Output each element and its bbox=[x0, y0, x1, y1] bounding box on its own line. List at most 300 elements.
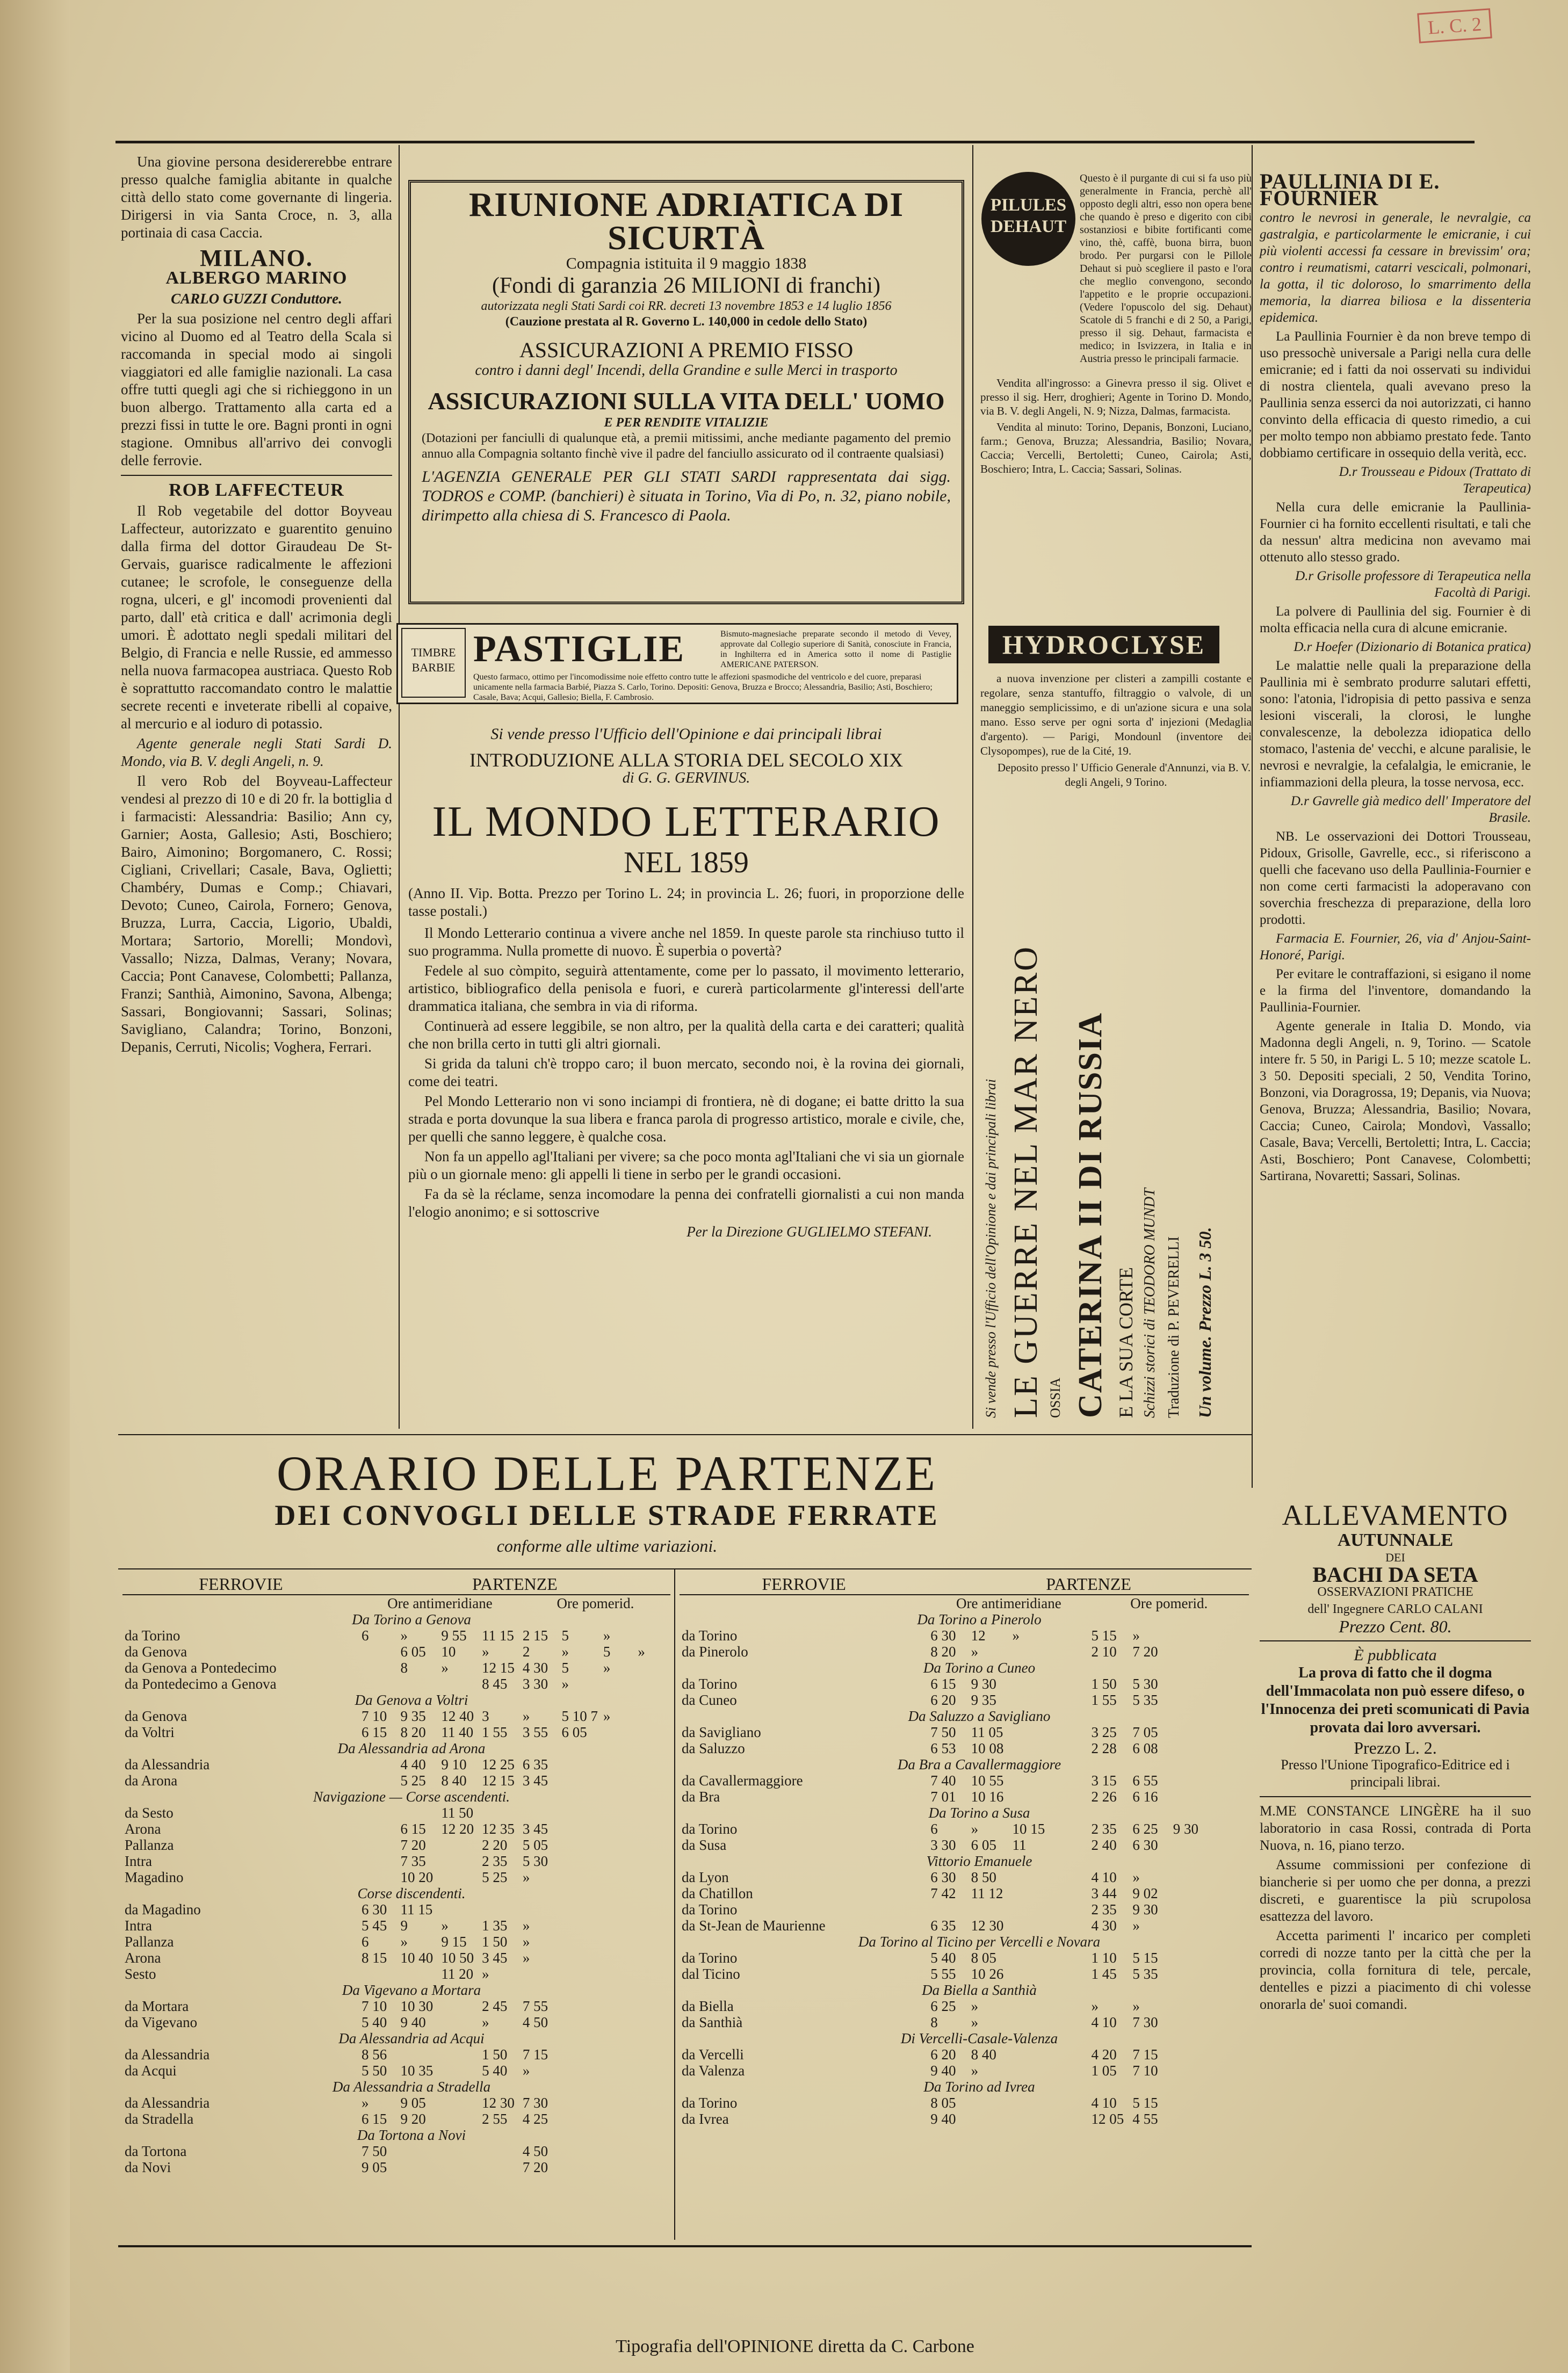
timetable-row bbox=[680, 1901, 1249, 1918]
bachi-prezzo: Prezzo Cent. 80. bbox=[1339, 1617, 1452, 1636]
departure-time bbox=[1211, 2014, 1249, 2030]
departure-time: » bbox=[400, 1627, 408, 1644]
departure-time: » bbox=[522, 1918, 530, 1934]
departure-time: 3 bbox=[482, 1708, 489, 1724]
departure-time: 11 50 bbox=[441, 1805, 474, 1821]
departure-time: » bbox=[441, 1918, 449, 1934]
departure-time: 11 20 bbox=[441, 1966, 474, 1982]
departure-time: 7 30 bbox=[1132, 2014, 1158, 2030]
departure-time bbox=[601, 2143, 636, 2159]
departure-time bbox=[1010, 2046, 1052, 2063]
departure-time: 7 01 bbox=[930, 1789, 956, 1805]
departure-time bbox=[559, 2159, 601, 2175]
dehaut-vendita bbox=[980, 376, 1252, 478]
departure-time: » bbox=[638, 1644, 645, 1660]
mondo-p6: Non fa un appello agl'Italiani per vivere; sa che poco monta agl'Italiani che vi sia un giornale più o un giornale meno: gli appelli li tiene in serbo per le grandi occasioni. bbox=[408, 1148, 964, 1182]
mondo-title: IL MONDO LETTERARIO bbox=[432, 798, 941, 845]
departure-time bbox=[1051, 1676, 1089, 1692]
departure-time: 2 55 bbox=[482, 2111, 508, 2127]
orario-divider bbox=[674, 1568, 675, 2240]
timetable-row bbox=[680, 1692, 1249, 1708]
departure-time: 5 50 bbox=[361, 2063, 387, 2079]
departure-time bbox=[1051, 2014, 1089, 2030]
paullinia-p2: La Paullinia Fournier è da non breve tempo di uso pressochè universale a Parigi nella cura delle emicranie; ed i fatti da noi osservati su individui di nostra clientela, quali avevano preso la Paullinia senza esserci da noi autorizzati, ci hanno convinto della efficacia di questo rimedio, a cui per molto tempo non abbiamo prestato fede. Tanto dobbiamo certificare in ossequio della verità, ecc. bbox=[1260, 329, 1531, 460]
departure-time bbox=[928, 1901, 969, 1918]
mondo-p4: Si grida da taluni ch'è troppo caro; il buon mercato, secondo noi, è la rovina dei giornali, come dei teatri. bbox=[408, 1055, 964, 1089]
route-heading: Da Alessandria ad Acqui bbox=[338, 2030, 485, 2046]
timetable-row bbox=[122, 1950, 670, 1966]
departure-time bbox=[601, 1724, 636, 1740]
station-name: da Torino bbox=[682, 1901, 738, 1918]
departure-time bbox=[635, 1901, 670, 1918]
station-name: Intra bbox=[125, 1853, 152, 1869]
departure-time: 8 50 bbox=[971, 1869, 996, 1885]
departure-time bbox=[1171, 1966, 1211, 1982]
departure-time: 3 45 bbox=[522, 1821, 548, 1837]
departure-time bbox=[635, 2143, 670, 2159]
paullinia-p4: La polvere di Paullinia del sig. Fournier è di molta efficacia nella cura di alcune emicranie. bbox=[1260, 604, 1531, 635]
departure-time bbox=[635, 2046, 670, 2063]
departure-time bbox=[1051, 2095, 1089, 2111]
departure-time bbox=[1010, 2111, 1052, 2127]
departure-time: 10 16 bbox=[971, 1789, 1004, 1805]
pastiglie-logo: TIMBRE BARBIE bbox=[401, 628, 466, 698]
departure-time bbox=[359, 1869, 399, 1885]
header-partenze: PARTENZE bbox=[359, 1574, 670, 1595]
departure-time bbox=[1211, 1885, 1249, 1901]
departure-time bbox=[1010, 1772, 1052, 1789]
departure-time: 6 bbox=[361, 1934, 369, 1950]
pastiglie-text-2: Questo farmaco, ottimo per l'incomodissime noie effetto contro tutte le affezioni spasmodiche del ventricolo e del cuore, preparasi unicamente nella farmacia Barbié, Piazza S. Carlo, Torino. Depositi: Genova, Bruzza e Brocco; Alessandria, Basilio; Asti, Boschiero; Casale, Bava; Acqui, Gallesio; Biella, F. Cambrosio. bbox=[473, 672, 933, 702]
departure-time: 5 15 bbox=[1091, 1627, 1117, 1644]
orario-title: ORARIO DELLE PARTENZE bbox=[276, 1446, 938, 1501]
departure-time bbox=[399, 2143, 439, 2159]
departure-time: 2 35 bbox=[1091, 1821, 1117, 1837]
departure-time bbox=[1171, 2046, 1211, 2063]
departure-time: 7 30 bbox=[522, 2095, 548, 2111]
departure-time bbox=[1171, 1837, 1211, 1853]
departure-time: 1 50 bbox=[482, 2046, 508, 2063]
departure-time: 6 25 bbox=[930, 1998, 956, 2014]
riunione-title: RIUNIONE ADRIATICA DI SICURTÀ bbox=[468, 185, 904, 257]
station-name: dal Ticino bbox=[682, 1966, 740, 1982]
timetable-row bbox=[122, 1644, 670, 1660]
departure-time: 9 35 bbox=[400, 1708, 426, 1724]
timetable-row bbox=[122, 1869, 670, 1885]
station-name: Magadino bbox=[125, 1869, 184, 1885]
timetable-row bbox=[680, 2046, 1249, 2063]
header-pomeridiane: Ore pomerid. bbox=[1130, 1595, 1208, 1611]
departure-time bbox=[439, 1998, 480, 2014]
departure-time: » bbox=[522, 1934, 530, 1950]
departure-time bbox=[559, 1869, 601, 1885]
timetable-row bbox=[680, 1918, 1249, 1934]
departure-time bbox=[359, 1756, 399, 1772]
departure-time bbox=[969, 2111, 1010, 2127]
departure-time: 7 35 bbox=[400, 1853, 426, 1869]
departure-time bbox=[439, 1837, 480, 1853]
departure-time: 5 bbox=[561, 1660, 569, 1676]
notice-governante: Una giovine persona desidererebbe entrare presso qualche famiglia abitante in qualche città dello stato come governante di lingeria. Dirigersi in via Santa Croce, n. 3, alla portinaia di casa Caccia. bbox=[121, 154, 392, 241]
departure-time bbox=[1211, 1918, 1249, 1934]
departure-time: 6 55 bbox=[1132, 1772, 1158, 1789]
departure-time bbox=[601, 1901, 636, 1918]
timetable-row bbox=[680, 1950, 1249, 1966]
timetable-row bbox=[122, 2014, 670, 2030]
departure-time: 12 30 bbox=[482, 2095, 515, 2111]
departure-time bbox=[480, 2143, 521, 2159]
departure-time bbox=[439, 1901, 480, 1918]
timetable-row bbox=[122, 2046, 670, 2063]
right-lower-column bbox=[1260, 1499, 1531, 2015]
departure-time bbox=[635, 1966, 670, 1982]
departure-time bbox=[601, 2111, 636, 2127]
paullinia-sig4: D.r Gavrelle già medico dell' Imperatore del Brasile. bbox=[1290, 794, 1531, 825]
departure-time: » bbox=[603, 1660, 611, 1676]
station-name: da Santhià bbox=[682, 2014, 743, 2030]
station-name: da Magadino bbox=[125, 1901, 201, 1918]
departure-time bbox=[1171, 1918, 1211, 1934]
departure-time: 8 40 bbox=[441, 1772, 467, 1789]
vertical-author: Schizzi storici di TEODORO MUNDT bbox=[1141, 1188, 1158, 1418]
departure-time: 11 05 bbox=[971, 1724, 1003, 1740]
departure-time: 7 10 bbox=[1132, 2063, 1158, 2079]
departure-time bbox=[359, 1676, 399, 1692]
timetable-row bbox=[680, 1885, 1249, 1901]
station-name: da Acqui bbox=[125, 2063, 177, 2079]
departure-time bbox=[1211, 2063, 1249, 2079]
departure-time: 4 10 bbox=[1091, 1869, 1117, 1885]
departure-time bbox=[559, 1934, 601, 1950]
departure-time: 6 15 bbox=[361, 1724, 387, 1740]
departure-time bbox=[399, 1676, 439, 1692]
departure-time: 12 35 bbox=[482, 1821, 515, 1837]
riunione-cauzione: (Cauzione prestata al R. Governo L. 140,000 in cedole dello Stato) bbox=[505, 315, 868, 329]
departure-time bbox=[1211, 1837, 1249, 1853]
riunione-auth: autorizzata negli Stati Sardi coi RR. decreti 13 novembre 1853 e 14 luglio 1856 bbox=[481, 299, 892, 313]
departure-time: 7 15 bbox=[1132, 2046, 1158, 2063]
departure-time: 5 35 bbox=[1132, 1692, 1158, 1708]
departure-time: 6 30 bbox=[930, 1627, 956, 1644]
departure-time bbox=[439, 2063, 480, 2079]
departure-time bbox=[559, 1901, 601, 1918]
departure-time bbox=[601, 1869, 636, 1885]
departure-time: 6 05 bbox=[971, 1837, 996, 1853]
departure-time: 3 44 bbox=[1091, 1885, 1117, 1901]
departure-time bbox=[559, 2014, 601, 2030]
departure-time: 5 bbox=[603, 1644, 611, 1660]
departure-time bbox=[559, 2095, 601, 2111]
departure-time: 5 30 bbox=[522, 1853, 548, 1869]
timetable-row bbox=[680, 1998, 1249, 2014]
prova-di-fatto: La prova di fatto che il dogma dell'Immacolata non può essere difeso, o l'Innocenza dei preti scomunicati di Pavia provata dai loro avversari. bbox=[1261, 1665, 1530, 1736]
departure-time bbox=[1051, 1724, 1089, 1740]
timetable-row bbox=[680, 1740, 1249, 1756]
departure-time bbox=[1051, 2063, 1089, 2079]
timetable-row bbox=[680, 1627, 1249, 1644]
departure-time bbox=[1010, 1692, 1052, 1708]
departure-time bbox=[1211, 1901, 1249, 1918]
departure-time: 2 45 bbox=[482, 1998, 508, 2014]
route-heading: Navigazione — Corse ascendenti. bbox=[313, 1789, 510, 1805]
departure-time bbox=[559, 2143, 601, 2159]
station-name: da Ivrea bbox=[682, 2111, 729, 2127]
mondo-p5: Pel Mondo Letterario non vi sono inciampi di frontiera, nè di dogane; ei batte dritto la sua strada e porta dovunque la sua libera e franca parola di progresso artistico, morale e civile, che, per quelli che sanno leggere, è qualche cosa. bbox=[408, 1093, 964, 1145]
timetable-row bbox=[122, 2111, 670, 2127]
route-heading: Da Torino a Cuneo bbox=[923, 1660, 1036, 1676]
departure-time bbox=[521, 1805, 560, 1821]
prova-presso: Presso l'Unione Tipografico-Editrice ed i principali librai. bbox=[1281, 1757, 1510, 1790]
mondo-letterario-section bbox=[408, 725, 964, 1241]
departure-time: » bbox=[561, 1676, 569, 1692]
timetable-row bbox=[122, 1901, 670, 1918]
timetable-row bbox=[122, 1627, 670, 1644]
departure-time: 3 45 bbox=[522, 1772, 548, 1789]
departure-time: 6 15 bbox=[400, 1821, 426, 1837]
paullinia-sig3: D.r Hoefer (Dizionario di Botanica pratica) bbox=[1294, 640, 1531, 654]
timetable-row bbox=[122, 1934, 670, 1950]
departure-time bbox=[601, 1934, 636, 1950]
dehaut-text-top bbox=[1080, 172, 1252, 367]
departure-time bbox=[1010, 1950, 1052, 1966]
departure-time: » bbox=[482, 1644, 489, 1660]
departure-time: 1 55 bbox=[482, 1724, 508, 1740]
departure-time: 7 10 bbox=[361, 1708, 387, 1724]
mondo-p7: Fa da sè la réclame, senza incomodare la penna dei confratelli giornalisti a cui non manda l'elogio anonimo; e si sottoscrive bbox=[408, 1186, 964, 1220]
departure-time bbox=[635, 1660, 670, 1676]
departure-time bbox=[1051, 1692, 1089, 1708]
departure-time: 12 bbox=[971, 1627, 986, 1644]
riunione-contro: contro i danni degl' Incendi, della Grandine e sulle Merci in trasporto bbox=[475, 362, 898, 379]
intro-storia-author: di G. G. GERVINUS. bbox=[622, 770, 750, 786]
column-divider bbox=[972, 145, 973, 1429]
departure-time bbox=[1211, 1692, 1249, 1708]
station-name: Arona bbox=[125, 1950, 161, 1966]
departure-time: 3 55 bbox=[522, 1724, 548, 1740]
constance-3: Accetta parimenti l' incarico per completi corredi di nozze tanto per la città che per la provincia, colla fornitura di tele, percale, dentelles e pizzi a piacimento di chi volesse onorarla de' suoi comandi. bbox=[1260, 1928, 1531, 2012]
riunione-rendite: E PER RENDITE VITALIZIE bbox=[604, 416, 769, 430]
departure-time: 2 26 bbox=[1091, 1789, 1117, 1805]
departure-time: 9 bbox=[400, 1918, 408, 1934]
constance-2: Assume commissioni per confezione di biancherie si per uomo che per donna, a prezzi discreti, e guarentisce la più scrupolosa esattezza del lavoro. bbox=[1260, 1857, 1531, 1924]
station-name: da Torino bbox=[682, 1627, 738, 1644]
paullinia-p6: NB. Le osservazioni dei Dottori Trousseau, Pidoux, Grisolle, Gavrelle, ecc., si riferiscono a quelli che facevano uso della Paullinia-Fournier e non come certi farmacisti la adoperavano con soverchia freschezza di preparazione, della loro prodotti. bbox=[1260, 829, 1531, 927]
departure-time: 7 50 bbox=[930, 1724, 956, 1740]
departure-time: 5 bbox=[561, 1627, 569, 1644]
departure-time bbox=[1171, 1772, 1211, 1789]
departure-time bbox=[1211, 1966, 1249, 1982]
departure-time bbox=[559, 1805, 601, 1821]
departure-time bbox=[439, 2143, 480, 2159]
departure-time bbox=[635, 1676, 670, 1692]
departure-time: 6 20 bbox=[930, 2046, 956, 2063]
departure-time bbox=[1171, 1789, 1211, 1805]
paullinia-sig2: D.r Grisolle professore di Terapeutica nella Facoltà di Parigi. bbox=[1295, 569, 1531, 600]
timetable-row bbox=[122, 1805, 670, 1821]
timetable-row bbox=[122, 1966, 670, 1982]
departure-time: 5 25 bbox=[400, 1772, 426, 1789]
bachi-title: BACHI DA SETA bbox=[1312, 1562, 1478, 1587]
departure-time bbox=[1051, 1918, 1089, 1934]
station-name: da Susa bbox=[682, 1837, 727, 1853]
riunione-vita: ASSICURAZIONI SULLA VITA DELL' UOMO bbox=[428, 387, 945, 415]
departure-time bbox=[1010, 2095, 1052, 2111]
departure-time: 11 12 bbox=[971, 1885, 1003, 1901]
departure-time: 5 45 bbox=[361, 1918, 387, 1934]
departure-time: » bbox=[1091, 1998, 1099, 2014]
departure-time: » bbox=[522, 1950, 530, 1966]
departure-time bbox=[480, 2159, 521, 2175]
departure-time: » bbox=[1132, 1869, 1140, 1885]
departure-time: 9 35 bbox=[971, 1692, 996, 1708]
riunione-adriatica-ad bbox=[408, 180, 964, 604]
allevamento-dei: DEI bbox=[1385, 1551, 1405, 1564]
departure-time: 6 15 bbox=[930, 1676, 956, 1692]
mondo-signature: Per la Direzione GUGLIELMO STEFANI. bbox=[687, 1224, 932, 1240]
header-antimeridiane: Ore antimeridiane bbox=[387, 1595, 493, 1611]
station-name: da Savigliano bbox=[682, 1724, 761, 1740]
route-heading: Corse discendenti. bbox=[357, 1885, 466, 1901]
departure-time bbox=[1010, 2063, 1052, 2079]
dehaut-minuto: Vendita al minuto: Torino, Depanis, Bonzoni, Luciano, farm.; Genova, Bruzza; Alessandria, Basilio; Novara, Caccia; Vercelli, Bertoletti; Cuneo, Cairola; Asti, Boschiero; Intra, L. Caccia; Sassari, Solinas. bbox=[980, 421, 1252, 475]
departure-time: » bbox=[361, 2095, 369, 2111]
departure-time: 9 55 bbox=[441, 1627, 467, 1644]
timetable-row bbox=[680, 1966, 1249, 1982]
departure-time: 8 bbox=[400, 1660, 408, 1676]
constance-1: M.ME CONSTANCE LINGÈRE ha il suo laboratorio in casa Rossi, contrada di Porta Nuova, n. 16, piano terzo. bbox=[1260, 1803, 1531, 1853]
vertical-ossia: OSSIA bbox=[1047, 1377, 1063, 1418]
timetable-row bbox=[122, 1724, 670, 1740]
departure-time: 2 40 bbox=[1091, 1837, 1117, 1853]
departure-time bbox=[1051, 1740, 1089, 1756]
departure-time bbox=[1051, 1789, 1089, 1805]
departure-time: 12 15 bbox=[482, 1660, 515, 1676]
departure-time bbox=[635, 1950, 670, 1966]
departure-time: 2 bbox=[522, 1644, 530, 1660]
departure-time: 11 bbox=[1012, 1837, 1027, 1853]
paullinia-title: PAULLINIA DI E. FOURNIER bbox=[1260, 169, 1440, 210]
station-name: da Cavallermaggiore bbox=[682, 1772, 803, 1789]
timetable-row bbox=[122, 1998, 670, 2014]
departure-time bbox=[601, 1756, 636, 1772]
station-name: da St-Jean de Maurienne bbox=[682, 1918, 826, 1934]
station-name: da Biella bbox=[682, 1998, 734, 2014]
departure-time bbox=[559, 1756, 601, 1772]
departure-time: 7 10 bbox=[361, 1998, 387, 2014]
station-name: da Alessandria bbox=[125, 2046, 210, 2063]
rob-agent: Agente generale negli Stati Sardi D. Mondo, via B. V. degli Angeli, n. 9. bbox=[121, 735, 392, 769]
departure-time: 6 05 bbox=[561, 1724, 587, 1740]
departure-time: 6 53 bbox=[930, 1740, 956, 1756]
departure-time bbox=[1211, 1627, 1249, 1644]
departure-time: 8 20 bbox=[400, 1724, 426, 1740]
departure-time: 8 45 bbox=[482, 1676, 508, 1692]
departure-time: 9 05 bbox=[400, 2095, 426, 2111]
departure-time bbox=[359, 1966, 399, 1982]
departure-time: 6 30 bbox=[930, 1869, 956, 1885]
route-heading: Da Torino a Pinerolo bbox=[917, 1611, 1042, 1627]
station-name: da Genova bbox=[125, 1708, 187, 1724]
departure-time bbox=[439, 1853, 480, 1869]
departure-time bbox=[359, 1837, 399, 1853]
route-heading: Da Torino a Genova bbox=[352, 1611, 471, 1627]
departure-time bbox=[1010, 1789, 1052, 1805]
departure-time bbox=[1051, 1869, 1089, 1885]
departure-time bbox=[1051, 1627, 1089, 1644]
departure-time: 5 40 bbox=[361, 2014, 387, 2030]
departure-time: 8 bbox=[930, 2014, 938, 2030]
departure-time: 3 30 bbox=[522, 1676, 548, 1692]
departure-time bbox=[635, 1772, 670, 1789]
departure-time: 7 20 bbox=[522, 2159, 548, 2175]
departure-time: 6 bbox=[361, 1627, 369, 1644]
route-heading: Vittorio Emanuele bbox=[926, 1853, 1032, 1869]
paullinia-sig1: D.r Trousseau e Pidoux (Trattato di Terapeutica) bbox=[1339, 465, 1531, 496]
departure-time bbox=[1010, 1869, 1052, 1885]
hotel-manager: CARLO GUZZI Conduttore. bbox=[171, 291, 342, 307]
departure-time: 7 05 bbox=[1132, 1724, 1158, 1740]
departure-time bbox=[1010, 1998, 1052, 2014]
station-name: da Vercelli bbox=[682, 2046, 744, 2063]
departure-time bbox=[359, 1853, 399, 1869]
departure-time bbox=[969, 1901, 1010, 1918]
station-name: Arona bbox=[125, 1821, 161, 1837]
departure-time: 1 10 bbox=[1091, 1950, 1117, 1966]
departure-time bbox=[521, 1966, 560, 1982]
departure-time: 7 40 bbox=[930, 1772, 956, 1789]
departure-time bbox=[439, 2095, 480, 2111]
departure-time: 12 05 bbox=[1091, 2111, 1124, 2127]
station-name: da Mortara bbox=[125, 1998, 189, 2014]
pastiglie-text: Bismuto-magnesiache preparate secondo il metodo di Vevey, approvate dal Collegio superiore di Sanità, conosciute in Francia, in Inghilterra ed in America sotto il nome di Pastiglie AMERICANE PATERSON. bbox=[720, 630, 951, 669]
departure-time: 9 15 bbox=[441, 1934, 467, 1950]
orario-note: conforme alle ultime variazioni. bbox=[496, 1536, 718, 1556]
departure-time bbox=[1211, 1724, 1249, 1740]
departure-time bbox=[399, 1966, 439, 1982]
timetable-row bbox=[122, 1821, 670, 1837]
vertical-title-2: CATERINA II DI RUSSIA bbox=[1072, 1012, 1109, 1418]
departure-time bbox=[635, 2111, 670, 2127]
departure-time: 4 40 bbox=[400, 1756, 426, 1772]
departure-time: 11 15 bbox=[482, 1627, 514, 1644]
departure-time: 1 35 bbox=[482, 1918, 508, 1934]
departure-time bbox=[559, 1966, 601, 1982]
vertical-translator: Traduzione di P. PEVERELLI bbox=[1166, 1236, 1182, 1418]
departure-time: 4 20 bbox=[1091, 2046, 1117, 2063]
station-name: da Torino bbox=[682, 1676, 738, 1692]
page-edge bbox=[0, 0, 70, 2373]
departure-time bbox=[1010, 1676, 1052, 1692]
departure-time bbox=[1171, 2095, 1211, 2111]
departure-time: 2 20 bbox=[482, 1837, 508, 1853]
header-antimeridiane: Ore antimeridiane bbox=[956, 1595, 1061, 1611]
departure-time bbox=[559, 2111, 601, 2127]
mondo-year: NEL 1859 bbox=[624, 846, 749, 879]
departure-time: 10 15 bbox=[1012, 1821, 1045, 1837]
departure-time: 10 30 bbox=[400, 1998, 433, 2014]
timetable-row bbox=[680, 2063, 1249, 2079]
paullinia-ad bbox=[1260, 169, 1531, 1186]
departure-time: » bbox=[971, 1998, 979, 2014]
departure-time bbox=[1010, 1644, 1052, 1660]
departure-time: 10 bbox=[441, 1644, 456, 1660]
departure-time: 5 40 bbox=[930, 1950, 956, 1966]
riunione-founded: Compagnia istituita il 9 maggio 1838 bbox=[566, 255, 807, 272]
riunione-fondi: (Fondi di garanzia 26 MILIONI di franchi) bbox=[492, 273, 881, 298]
departure-time: 5 55 bbox=[930, 1966, 956, 1982]
route-heading: Da Saluzzo a Savigliano bbox=[908, 1708, 1051, 1724]
pilules-dehaut-logo: PILULES DEHAUT bbox=[981, 172, 1075, 266]
